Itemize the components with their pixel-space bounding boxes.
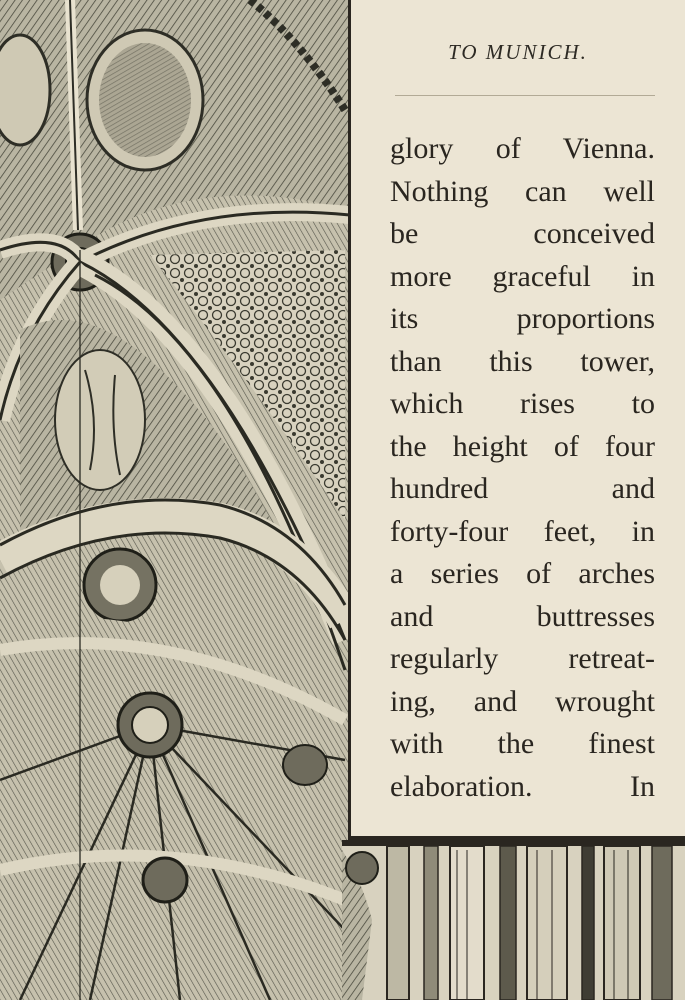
text-line: hundred and <box>390 472 655 505</box>
column-shafts-engraving <box>342 840 685 1000</box>
text-line: its proportions <box>390 302 655 335</box>
body-text <box>390 128 655 808</box>
text-line: than this tower, <box>390 344 655 378</box>
text-panel <box>348 0 685 840</box>
running-head: TO MUNICH. <box>448 40 588 64</box>
text-line: glory of Vienna. <box>390 132 655 165</box>
text-line: more graceful in <box>390 259 655 293</box>
text-line: ing, and wrought <box>390 684 655 718</box>
text-line: forty-four feet, in <box>390 514 655 548</box>
text-line: a series of arches <box>390 557 655 590</box>
header-rule <box>395 95 655 96</box>
text-line: and buttresses <box>390 599 655 633</box>
text-line: with the finest <box>390 727 655 760</box>
text-line: which rises to <box>390 387 655 420</box>
text-line: regularly retreat- <box>390 642 655 675</box>
text-line: Nothing can well <box>390 174 655 208</box>
text-line: the height of four <box>390 429 655 463</box>
text-line: be conceived <box>390 217 655 250</box>
text-line: elaboration. In <box>390 769 655 803</box>
